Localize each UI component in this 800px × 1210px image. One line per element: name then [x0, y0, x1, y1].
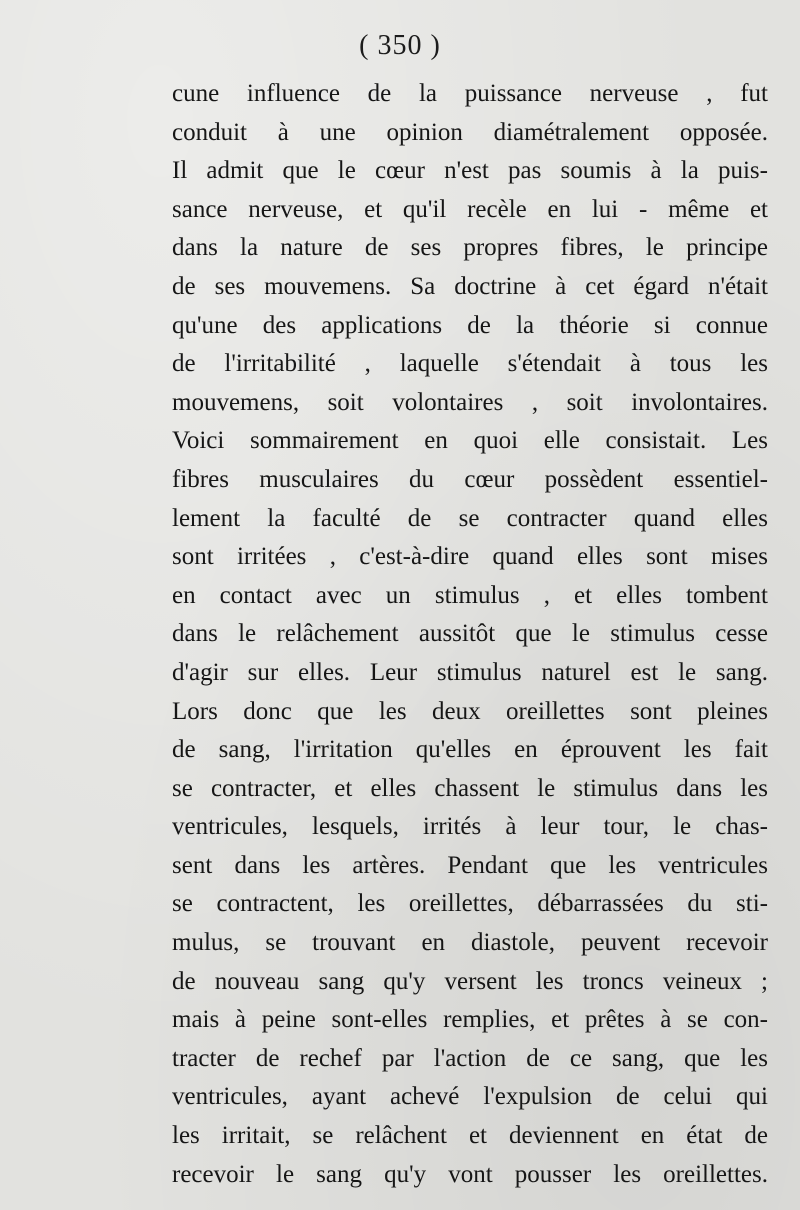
text-line: cune influence de la puissance nerveuse , fut — [172, 80, 768, 107]
text-line: se contractent, les oreillettes, débarrassées du sti- — [172, 890, 768, 918]
body-text — [172, 75, 768, 1194]
text-line: Voici sommairement en quoi elle consistait. Les — [172, 427, 768, 455]
text-line: conduit à une opinion diamétralement opposée. — [172, 118, 768, 146]
page-number: ( 350 ) — [359, 30, 441, 61]
text-line: dans le relâchement aussitôt que le stimulus cesse — [172, 620, 768, 648]
text-line: sont irritées , c'est-à-dire quand elles sont mises — [172, 543, 768, 571]
text-line: de ses mouvemens. Sa doctrine à cet égard n'était — [172, 272, 768, 300]
text-line: se contracter, et elles chassent le stimulus dans les — [172, 774, 768, 802]
text-line: recevoir le sang qu'y vont pousser les oreillettes. — [172, 1160, 768, 1188]
text-line: qu'une des applications de la théorie si connue — [172, 311, 768, 339]
text-line: Lors donc que les deux oreillettes sont pleines — [172, 697, 768, 725]
text-line: Il admit que le cœur n'est pas soumis à la puis- — [172, 157, 768, 185]
text-line: fibres musculaires du cœur possèdent essentiel- — [172, 465, 768, 493]
text-line: sance nerveuse, et qu'il recèle en lui - même et — [172, 195, 768, 223]
text-line: de sang, l'irritation qu'elles en éprouvent les fait — [172, 736, 768, 764]
text-line: tracter de rechef par l'action de ce sang, que les — [172, 1044, 768, 1072]
text-line: mouvemens, soit volontaires , soit involontaires. — [172, 388, 768, 416]
text-line: de nouveau sang qu'y versent les troncs veineux ; — [172, 967, 768, 995]
text-line: en contact avec un stimulus , et elles tombent — [172, 581, 768, 609]
text-line: mulus, se trouvant en diastole, peuvent recevoir — [172, 929, 768, 957]
text-line: lement la faculté de se contracter quand elles — [172, 504, 768, 532]
text-line: ventricules, ayant achevé l'expulsion de celui qui — [172, 1083, 768, 1111]
text-line: mais à peine sont-elles remplies, et prêtes à se con- — [172, 1006, 768, 1034]
text-line: dans la nature de ses propres fibres, le principe — [172, 234, 768, 262]
text-line: d'agir sur elles. Leur stimulus naturel est le sang. — [172, 658, 768, 686]
text-line: les irritait, se relâchent et deviennent en état de — [172, 1122, 768, 1150]
text-line: ventricules, lesquels, irrités à leur tour, le chas- — [172, 813, 768, 841]
text-line: sent dans les artères. Pendant que les ventricules — [172, 851, 768, 879]
text-line: de l'irritabilité , laquelle s'étendait à tous les — [172, 350, 768, 378]
